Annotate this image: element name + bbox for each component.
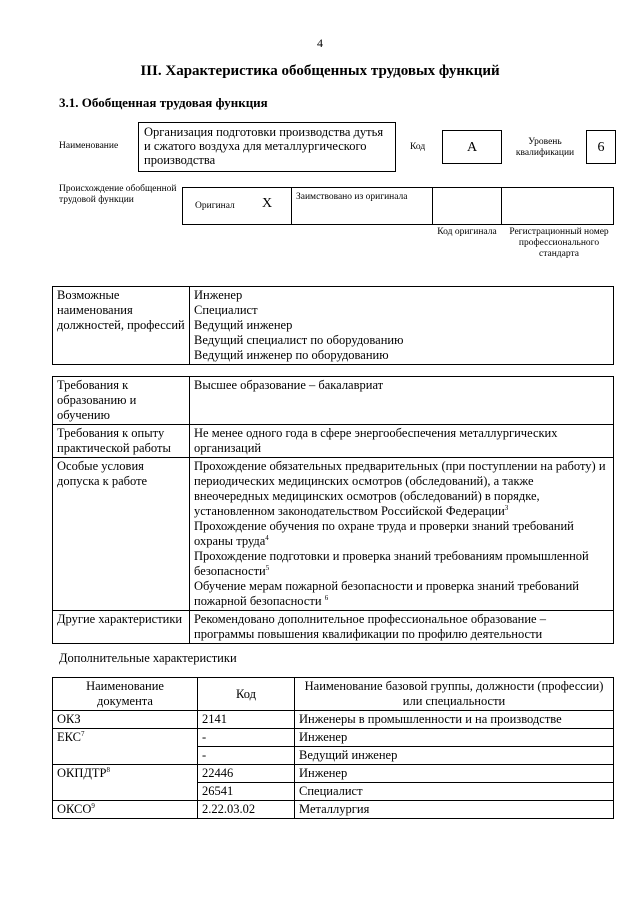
code-cell: 22446 [198,765,295,783]
position-item: Инженер [194,288,243,302]
code-cell: 26541 [198,783,295,801]
level-label: Уровень квалификации [515,137,575,158]
doc-okso: ОКСО$^9$ [53,801,198,819]
condition-item: Прохождение обучения по охране труда и проверки знаний требований охраны труда$^4$ [194,519,574,548]
function-name: Организация подготовки производства дутья и сжатого воздуха для металлургического производства [138,122,396,172]
condition-item: Прохождение обязательных предварительных (при поступлении на работу) и периодических медицинских осмотров (обследований), а также внеочередных медицинских осмотров (обследований) в порядке, установленном законодательством Российской Федерации$^3$ [194,459,606,518]
condition-item: Обучение мерам пожарной безопасности и проверка знаний требований пожарной безопасности $^6$ [194,579,579,608]
code-original-label: Код оригинала [437,227,497,237]
col-doc-header: Наименование документа [53,678,198,711]
level-value: 6 [586,130,616,164]
condition-item: Прохождение подготовки и проверка знаний требованиям промышленной безопасности$^5$ [194,549,589,578]
code-cell: 2141 [198,711,295,729]
table-row [53,711,614,729]
table-row [53,765,614,783]
requirements-table [52,376,614,644]
positions-label: Возможные наименования должностей, профессий [53,287,190,365]
name-cell: Инженер [295,765,614,783]
position-item: Ведущий инженер [194,318,293,332]
name-cell: Инженеры в промышленности и на производстве [295,711,614,729]
conditions-label: Особые условия допуска к работе [53,458,190,611]
col-code-header: Код [198,678,295,711]
original-label: Оригинал [195,201,235,211]
education-value: Высшее образование – бакалавриат [190,377,614,425]
section-title: III. Характеристика обобщенных трудовых функций [140,63,500,79]
doc-okz: ОКЗ [53,711,198,729]
table-row [53,801,614,819]
other-value: Рекомендовано дополнительное профессиональное образование – программы повышения квалификации по профилю деятельности [190,611,614,644]
name-cell: Ведущий инженер [295,747,614,765]
subsection-title: 3.1. Обобщенная трудовая функция [59,95,268,110]
position-item: Ведущий специалист по оборудованию [194,333,404,347]
additional-title: Дополнительные характеристики [59,651,237,665]
doc-okpdtr: ОКПДТР$^8$ [53,765,198,801]
table-row [53,729,614,747]
name-cell: Инженер [295,729,614,747]
code-cell: - [198,747,295,765]
other-label: Другие характеристики [53,611,190,644]
borrowed-label: Заимствовано из оригинала [296,192,408,202]
experience-value: Не менее одного года в сфере энергообеспечения металлургических организаций [190,425,614,458]
code-cell: 2.22.03.02 [198,801,295,819]
education-label: Требования к образованию и обучению [53,377,190,425]
page-number: 4 [317,36,323,50]
conditions-list [190,458,614,611]
doc-eks: ЕКС$^7$ [53,729,198,765]
name-label: Наименование [59,141,119,151]
position-item: Ведущий инженер по оборудованию [194,348,389,362]
original-mark: X [262,196,273,211]
additional-table [52,677,614,819]
col-name-header: Наименование базовой группы, должности (профессии) или специальности [295,678,614,711]
experience-label: Требования к опыту практической работы [53,425,190,458]
code-value: А [442,130,502,164]
positions-table [52,286,614,365]
positions-list [190,287,614,365]
code-cell: - [198,729,295,747]
name-cell: Металлургия [295,801,614,819]
position-item: Специалист [194,303,258,317]
name-cell: Специалист [295,783,614,801]
origin-label: Происхождение обобщенной трудовой функции [59,184,177,205]
reg-number-label: Регистрационный номер профессионального стандарта [509,227,609,259]
code-label: Код [410,142,426,152]
